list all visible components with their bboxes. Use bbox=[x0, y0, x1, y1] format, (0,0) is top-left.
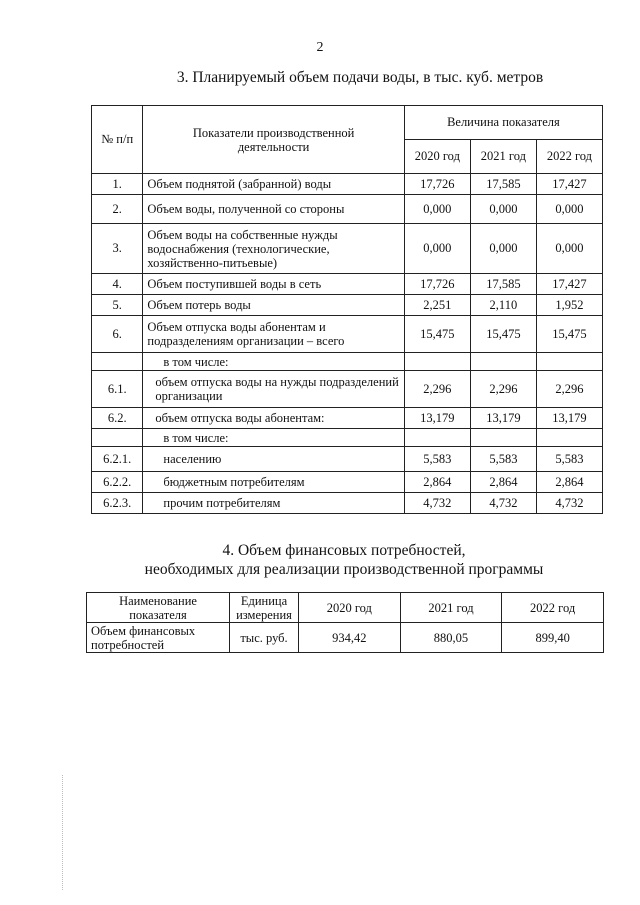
row-value-2021: 17,585 bbox=[470, 174, 536, 195]
table-row bbox=[92, 353, 603, 371]
row-value-2020: 0,000 bbox=[404, 224, 470, 274]
section-4-title-line2: необходимых для реализации производственной программы bbox=[144, 561, 544, 578]
row-value-2021: 2,296 bbox=[470, 371, 536, 408]
row-num: 2. bbox=[92, 195, 143, 224]
row-indicator: Объем воды на собственные нужды водоснабжения (технологические, хозяйственно-питьевые) bbox=[143, 224, 404, 274]
row-indicator: Объем поднятой (забранной) воды bbox=[143, 174, 404, 195]
row-value-2020: 15,475 bbox=[404, 316, 470, 353]
row-indicator: Объем отпуска воды абонентам и подразделениям организации – всего bbox=[143, 316, 404, 353]
header-num: № п/п bbox=[92, 106, 143, 174]
row-num: 3. bbox=[92, 224, 143, 274]
table-row bbox=[92, 316, 603, 353]
row-indicator: в том числе: bbox=[143, 429, 404, 447]
row-value-2022: 17,427 bbox=[536, 174, 602, 195]
row-value-2020: 2,864 bbox=[404, 472, 470, 493]
row-value-2020: 5,583 bbox=[404, 447, 470, 472]
row-num: 6.2. bbox=[92, 408, 143, 429]
header-unit: Единица измерения bbox=[230, 593, 299, 623]
water-supply-table bbox=[91, 105, 603, 514]
row-indicator: объем отпуска воды на нужды подразделений организации bbox=[143, 371, 404, 408]
row-indicator: прочим потребителям bbox=[143, 493, 404, 514]
row-num: 6.2.1. bbox=[92, 447, 143, 472]
row-value-2022: 0,000 bbox=[536, 195, 602, 224]
table-row bbox=[92, 429, 603, 447]
table-row bbox=[92, 174, 603, 195]
row-value-2021: 2,864 bbox=[470, 472, 536, 493]
row-indicator: бюджетным потребителям bbox=[143, 472, 404, 493]
row-value-2020: 0,000 bbox=[404, 195, 470, 224]
row-name: Объем финансовых потребностей bbox=[87, 623, 230, 653]
row-value-2021: 880,05 bbox=[400, 623, 502, 653]
row-value-2022: 0,000 bbox=[536, 224, 602, 274]
row-value-2022: 2,296 bbox=[536, 371, 602, 408]
row-value-2020: 2,296 bbox=[404, 371, 470, 408]
row-indicator: Объем поступившей воды в сеть bbox=[143, 274, 404, 295]
header-name: Наименование показателя bbox=[87, 593, 230, 623]
row-value-2020: 4,732 bbox=[404, 493, 470, 514]
row-value-2022: 17,427 bbox=[536, 274, 602, 295]
row-value-2021 bbox=[470, 353, 536, 371]
header-year-2020: 2020 год bbox=[299, 593, 401, 623]
section-4-title-line1: 4. Объем финансовых потребностей, bbox=[222, 542, 466, 559]
row-value-2020: 2,251 bbox=[404, 295, 470, 316]
row-value-2020: 13,179 bbox=[404, 408, 470, 429]
table-row bbox=[92, 295, 603, 316]
row-value-2021: 5,583 bbox=[470, 447, 536, 472]
scan-margin-marks bbox=[62, 775, 64, 890]
row-num: 5. bbox=[92, 295, 143, 316]
row-num: 1. bbox=[92, 174, 143, 195]
row-value-2021: 17,585 bbox=[470, 274, 536, 295]
row-value-2022: 899,40 bbox=[502, 623, 604, 653]
header-year-2022: 2022 год bbox=[536, 140, 602, 174]
row-value-2020 bbox=[404, 353, 470, 371]
table-row bbox=[92, 371, 603, 408]
row-value-2020: 934,42 bbox=[299, 623, 401, 653]
table-row bbox=[92, 224, 603, 274]
header-year-2021: 2021 год bbox=[400, 593, 502, 623]
table-row bbox=[92, 493, 603, 514]
table-row bbox=[92, 274, 603, 295]
row-value-2022 bbox=[536, 353, 602, 371]
row-value-2022: 15,475 bbox=[536, 316, 602, 353]
row-value-2020 bbox=[404, 429, 470, 447]
row-value-2020: 17,726 bbox=[404, 274, 470, 295]
header-value-group: Величина показателя bbox=[404, 106, 602, 140]
row-num: 6. bbox=[92, 316, 143, 353]
header-indicator: Показатели производственной деятельности bbox=[143, 106, 404, 174]
row-indicator: Объем воды, полученной со стороны bbox=[143, 195, 404, 224]
row-value-2021: 13,179 bbox=[470, 408, 536, 429]
row-value-2022: 13,179 bbox=[536, 408, 602, 429]
financial-needs-table bbox=[86, 592, 604, 653]
header-year-2020: 2020 год bbox=[404, 140, 470, 174]
page-number: 2 bbox=[316, 40, 324, 55]
table-row bbox=[92, 408, 603, 429]
header-year-2022: 2022 год bbox=[502, 593, 604, 623]
table-row bbox=[92, 472, 603, 493]
row-num: 6.1. bbox=[92, 371, 143, 408]
row-value-2021: 0,000 bbox=[470, 224, 536, 274]
section-4-title bbox=[24, 541, 640, 579]
row-num bbox=[92, 429, 143, 447]
row-value-2022: 1,952 bbox=[536, 295, 602, 316]
row-unit: тыс. руб. bbox=[230, 623, 299, 653]
row-indicator: объем отпуска воды абонентам: bbox=[143, 408, 404, 429]
row-indicator: населению bbox=[143, 447, 404, 472]
row-value-2021: 15,475 bbox=[470, 316, 536, 353]
header-year-2021: 2021 год bbox=[470, 140, 536, 174]
row-num: 6.2.2. bbox=[92, 472, 143, 493]
section-3-title: 3. Планируемый объем подачи воды, в тыс. куб. метров bbox=[176, 69, 544, 86]
row-num: 4. bbox=[92, 274, 143, 295]
row-value-2020: 17,726 bbox=[404, 174, 470, 195]
row-value-2021 bbox=[470, 429, 536, 447]
row-value-2021: 0,000 bbox=[470, 195, 536, 224]
row-num: 6.2.3. bbox=[92, 493, 143, 514]
row-value-2021: 2,110 bbox=[470, 295, 536, 316]
row-value-2022: 4,732 bbox=[536, 493, 602, 514]
table-row bbox=[87, 623, 604, 653]
table-row bbox=[92, 195, 603, 224]
row-value-2022 bbox=[536, 429, 602, 447]
row-value-2022: 2,864 bbox=[536, 472, 602, 493]
row-value-2022: 5,583 bbox=[536, 447, 602, 472]
row-num bbox=[92, 353, 143, 371]
row-indicator: Объем потерь воды bbox=[143, 295, 404, 316]
table-row bbox=[92, 447, 603, 472]
row-value-2021: 4,732 bbox=[470, 493, 536, 514]
row-indicator: в том числе: bbox=[143, 353, 404, 371]
